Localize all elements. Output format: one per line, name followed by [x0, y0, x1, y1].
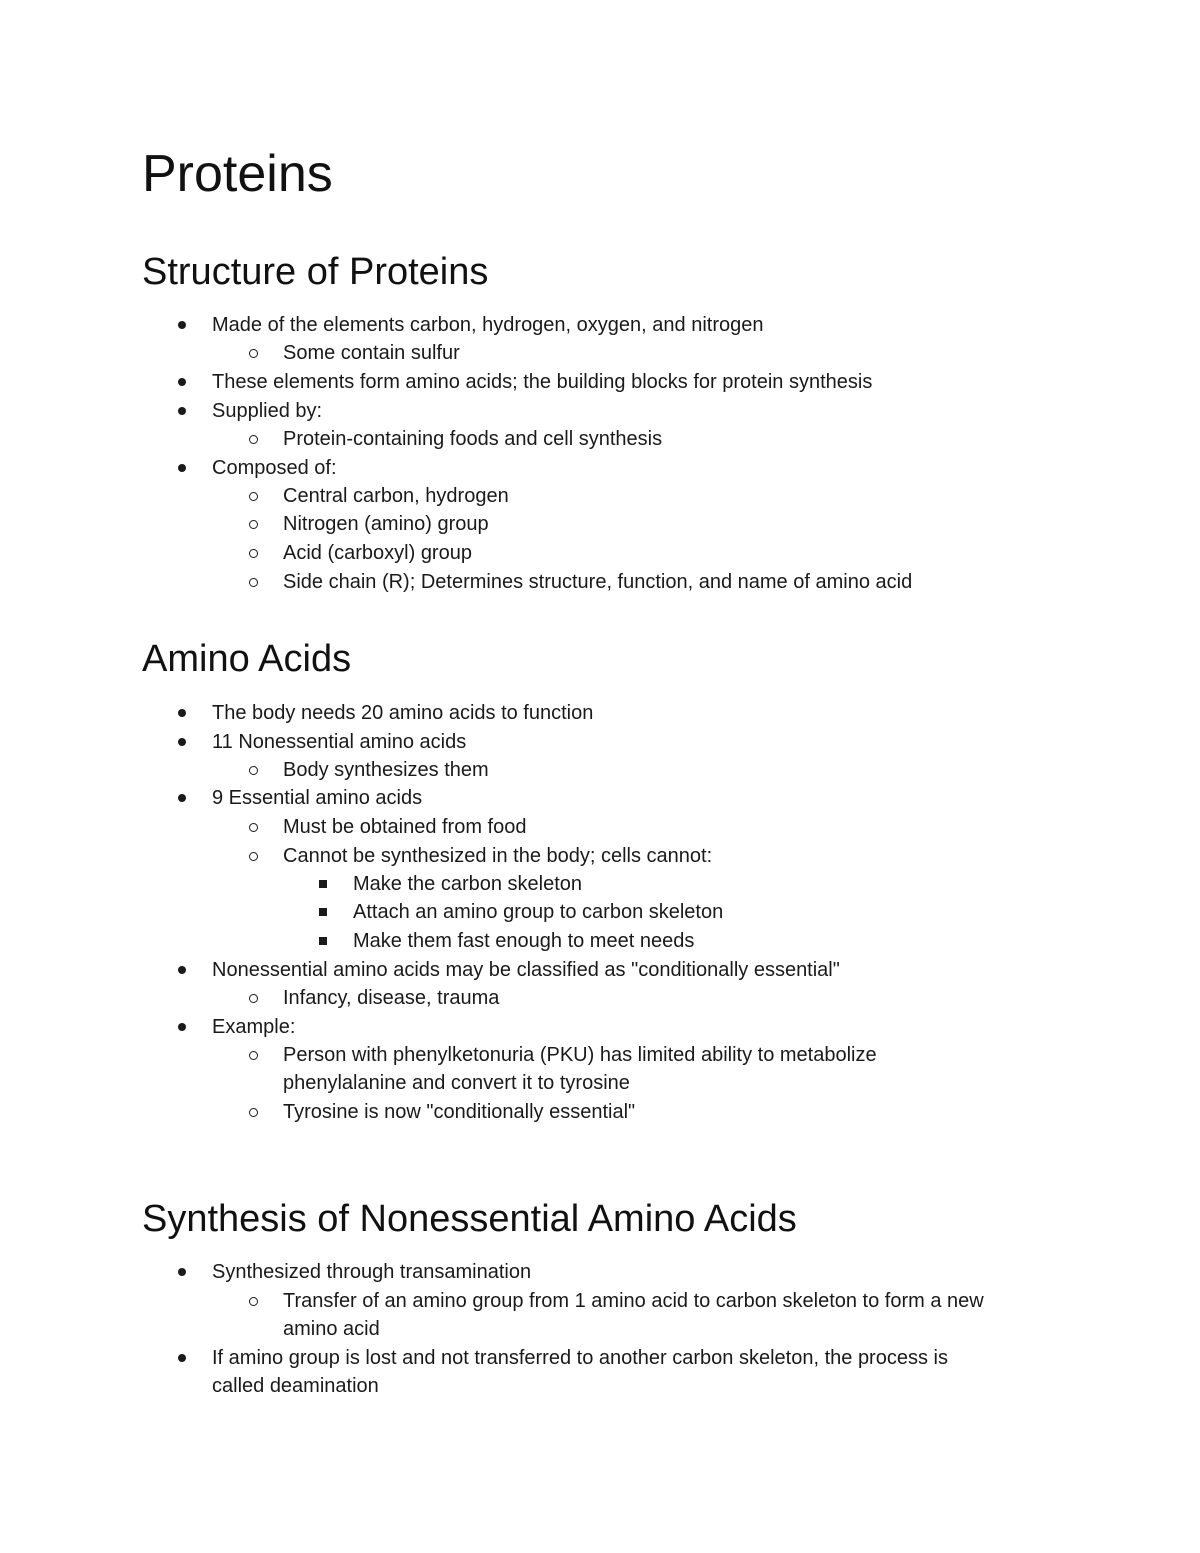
bullet-icon — [178, 1268, 186, 1276]
bullet-icon — [178, 378, 186, 386]
list-item: Synthesized through transamination — [212, 1261, 532, 1283]
hollow-bullet-icon — [249, 549, 258, 558]
bullet-icon — [178, 709, 186, 717]
square-bullet-icon — [319, 908, 327, 916]
list-item: Tyrosine is now "conditionally essential" — [283, 1101, 636, 1123]
square-bullet-icon — [319, 937, 327, 945]
hollow-bullet-icon — [249, 1297, 258, 1306]
list-item-continuation: called deamination — [212, 1375, 379, 1397]
bullet-icon — [178, 966, 186, 974]
list-item: Some contain sulfur — [283, 342, 460, 364]
list-item: Cannot be synthesized in the body; cells cannot: — [283, 845, 713, 867]
list-item: Central carbon, hydrogen — [283, 485, 509, 507]
list-item: Person with phenylketonuria (PKU) has limited ability to metabolize — [283, 1044, 877, 1066]
hollow-bullet-icon — [249, 994, 258, 1003]
list-item: Acid (carboxyl) group — [283, 542, 472, 564]
list-item: 11 Nonessential amino acids — [212, 731, 467, 753]
hollow-bullet-icon — [249, 435, 258, 444]
bullet-icon — [178, 321, 186, 329]
list-item: Nitrogen (amino) group — [283, 513, 489, 535]
hollow-bullet-icon — [249, 823, 258, 832]
list-item: 9 Essential amino acids — [212, 787, 423, 809]
square-bullet-icon — [319, 880, 327, 888]
list-item: The body needs 20 amino acids to function — [212, 702, 594, 724]
hollow-bullet-icon — [249, 349, 258, 358]
list-item: Side chain (R); Determines structure, function, and name of amino acid — [283, 571, 913, 593]
list-item: Made of the elements carbon, hydrogen, oxygen, and nitrogen — [212, 314, 764, 336]
hollow-bullet-icon — [249, 578, 258, 587]
bullet-icon — [178, 1354, 186, 1362]
hollow-bullet-icon — [249, 852, 258, 861]
list-item: Attach an amino group to carbon skeleton — [353, 901, 724, 923]
hollow-bullet-icon — [249, 492, 258, 501]
bullet-icon — [178, 794, 186, 802]
section-heading-synthesis: Synthesis of Nonessential Amino Acids — [142, 1198, 797, 1240]
bullet-icon — [178, 1023, 186, 1031]
list-item: Nonessential amino acids may be classified as "conditionally essential" — [212, 959, 840, 981]
list-item: These elements form amino acids; the building blocks for protein synthesis — [212, 371, 873, 393]
list-item: Composed of: — [212, 457, 337, 479]
list-item: Example: — [212, 1016, 296, 1038]
list-item: Transfer of an amino group from 1 amino acid to carbon skeleton to form a new — [283, 1290, 984, 1312]
list-item: If amino group is lost and not transferred to another carbon skeleton, the process is — [212, 1347, 948, 1369]
hollow-bullet-icon — [249, 520, 258, 529]
bullet-icon — [178, 464, 186, 472]
bullet-icon — [178, 407, 186, 415]
list-item: Must be obtained from food — [283, 816, 527, 838]
hollow-bullet-icon — [249, 1108, 258, 1117]
list-item: Make them fast enough to meet needs — [353, 930, 695, 952]
list-item: Body synthesizes them — [283, 759, 489, 781]
section-heading-amino-acids: Amino Acids — [142, 638, 352, 680]
hollow-bullet-icon — [249, 1051, 258, 1060]
bullet-icon — [178, 738, 186, 746]
page-title: Proteins — [142, 145, 333, 203]
list-item: Make the carbon skeleton — [353, 873, 583, 895]
section-heading-structure: Structure of Proteins — [142, 251, 489, 293]
list-item: Infancy, disease, trauma — [283, 987, 500, 1009]
list-item-continuation: phenylalanine and convert it to tyrosine — [283, 1072, 630, 1094]
list-item: Protein-containing foods and cell synthesis — [283, 428, 663, 450]
hollow-bullet-icon — [249, 766, 258, 775]
list-item-continuation: amino acid — [283, 1318, 380, 1340]
list-item: Supplied by: — [212, 400, 323, 422]
